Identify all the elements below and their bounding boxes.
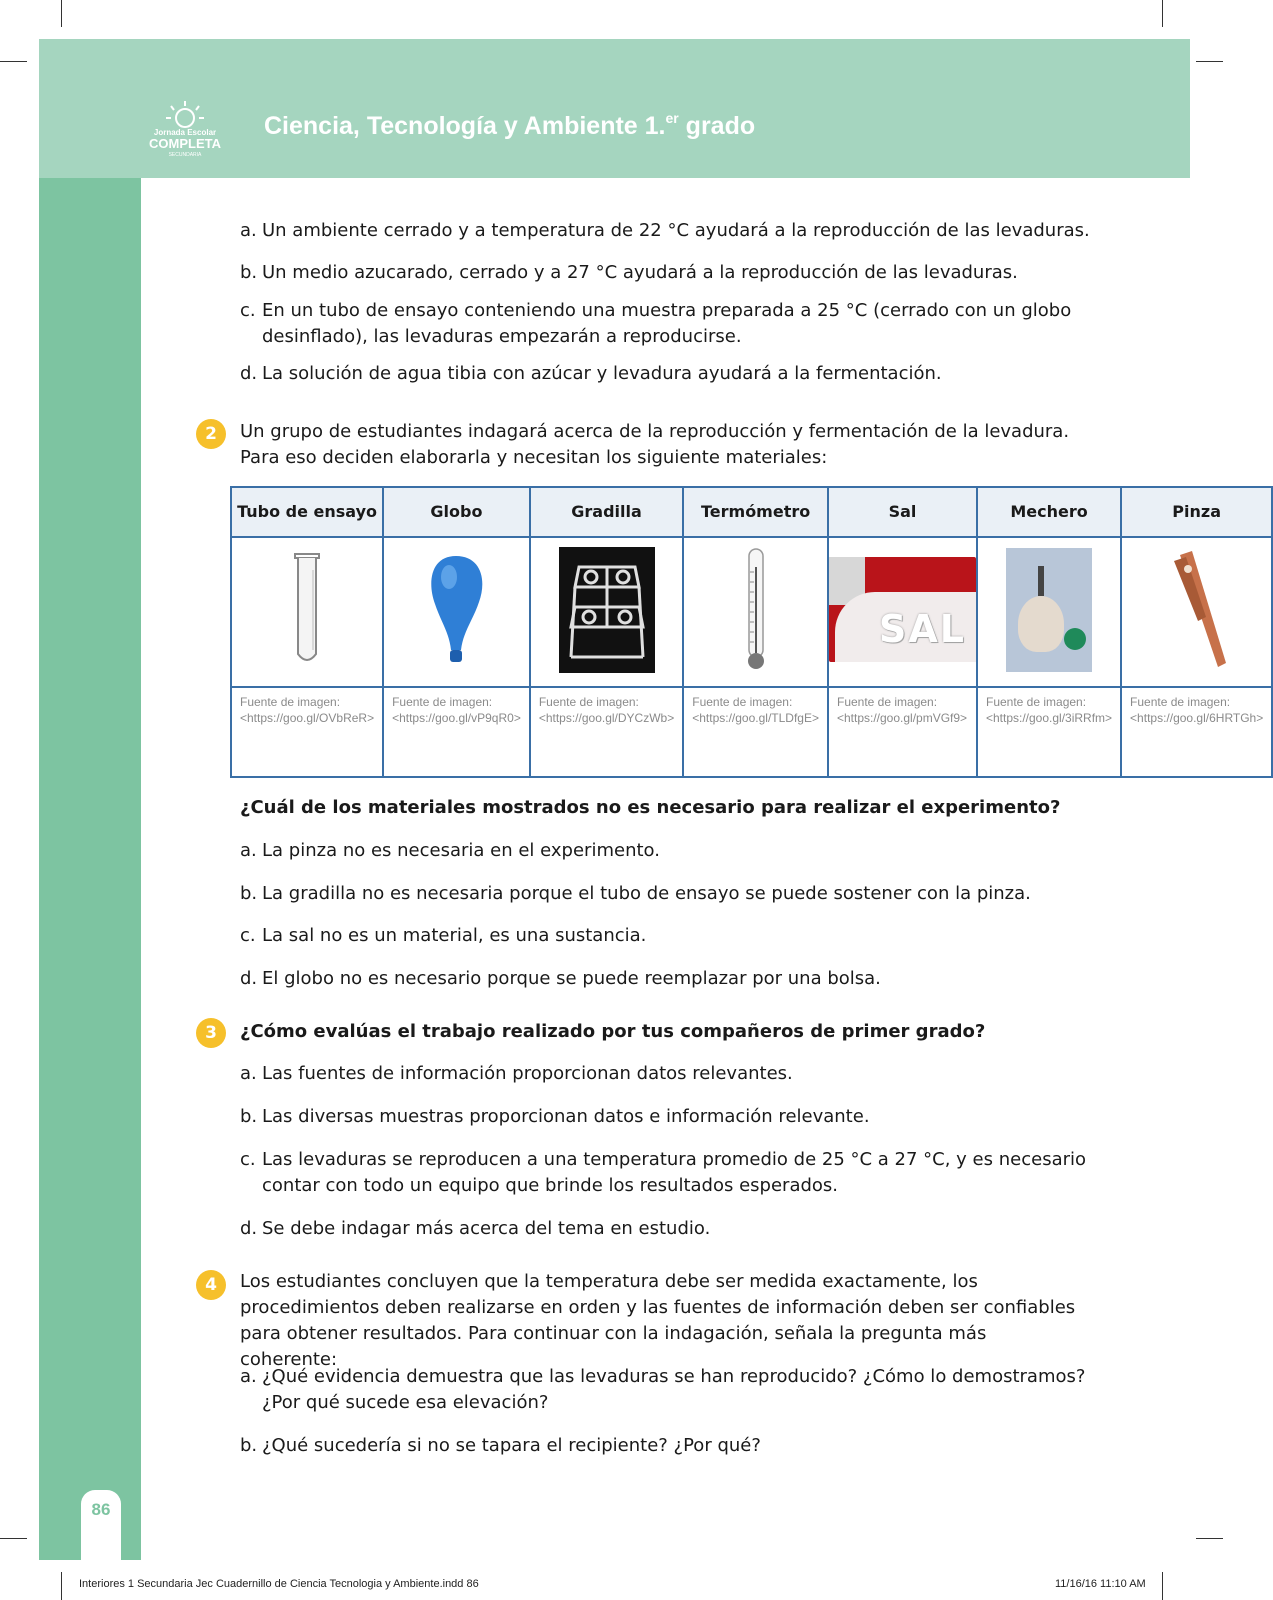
- crop-mark: [61, 0, 62, 27]
- q1-option-c: c. En un tubo de ensayo conteniendo una muestra preparada a 25 °C (cerrado con un globo desinflado), las levaduras empezarán a reproducirse.: [240, 300, 1072, 347]
- q4-option-a: a. ¿Qué evidencia demuestra que las levaduras se han reproducido? ¿Cómo lo demostramos? ¿Por qué sucede esa elevación?: [240, 1366, 1086, 1413]
- q2-option-c: c. La sal no es un material, es una sustancia.: [240, 925, 647, 946]
- image-source: Fuente de imagen: <https://goo.gl/vP9qR0>: [383, 687, 530, 777]
- material-name: Gradilla: [530, 487, 683, 537]
- material-name: Mechero: [977, 487, 1121, 537]
- balloon-image: [383, 537, 530, 687]
- image-source: Fuente de imagen: <https://goo.gl/DYCzWb>: [530, 687, 683, 777]
- q3-option-d: d. Se debe indagar más acerca del tema en estudio.: [240, 1218, 711, 1239]
- q2-option-a: a. La pinza no es necesaria en el experimento.: [240, 840, 660, 861]
- q2-option-d: d. El globo no es necesario porque se puede reemplazar por una bolsa.: [240, 968, 881, 989]
- crop-mark: [1196, 61, 1223, 62]
- image-source: Fuente de imagen: <https://goo.gl/TLDfgE>: [683, 687, 828, 777]
- image-source: Fuente de imagen: <https://goo.gl/3iRRfm>: [977, 687, 1121, 777]
- image-source: Fuente de imagen: <https://goo.gl/6HRTGh>: [1121, 687, 1272, 777]
- logo-line2: COMPLETA: [149, 136, 221, 151]
- q3-option-b: b. Las diversas muestras proporcionan datos e información relevante.: [240, 1106, 870, 1127]
- question-number-badge: 3: [196, 1018, 226, 1048]
- crop-mark: [1196, 1538, 1223, 1539]
- test-tube-image: [231, 537, 383, 687]
- page-number: 86: [91, 1500, 111, 1519]
- header-title-text: Ciencia, Tecnología y Ambiente 1.: [264, 112, 666, 140]
- material-name: Pinza: [1121, 487, 1272, 537]
- q4-statement: Los estudiantes concluyen que la temperatura debe ser medida exactamente, los procedimientos deben realizarse en orden y las fuentes de información deben ser confiables para obtener resultados. Para continuar con la indagación, señala la pregunta más coherente:: [240, 1271, 1076, 1370]
- image-source: Fuente de imagen: <https://goo.gl/OVbReR>: [231, 687, 383, 777]
- header-title-end: grado: [678, 112, 756, 140]
- q1-option-b: b. Un medio azucarado, cerrado y a 27 °C ayudará a la reproducción de las levaduras.: [240, 262, 1018, 283]
- q3-option-a: a. Las fuentes de información proporcionan datos relevantes.: [240, 1063, 793, 1084]
- logo-line3: SECUNDARIA: [168, 152, 202, 158]
- page-header-title: [264, 112, 755, 141]
- q3-question: ¿Cómo evalúas el trabajo realizado por tus compañeros de primer grado?: [240, 1021, 986, 1042]
- q2-statement: Un grupo de estudiantes indagará acerca de la reproducción y fermentación de la levadura. Para eso deciden elaborarla y necesitan los siguiente materiales:: [240, 421, 1070, 468]
- question-number-badge: 4: [196, 1270, 226, 1300]
- test-tube-rack-image: [530, 537, 683, 687]
- crop-mark: [0, 61, 27, 62]
- material-name: Tubo de ensayo: [231, 487, 383, 537]
- q1-option-d: d. La solución de agua tibia con azúcar y levadura ayudará a la fermentación.: [240, 363, 942, 384]
- salt-image: [828, 537, 977, 687]
- q3-option-c: c. Las levaduras se reproducen a una temperatura promedio de 25 °C a 27 °C, y es necesario contar con todo un equipo que brinde los resultados esperados.: [240, 1149, 1087, 1196]
- footer-file-slug: Interiores 1 Secundaria Jec Cuadernillo de Ciencia Tecnologia y Ambiente.indd 86: [79, 1578, 479, 1590]
- crop-mark: [61, 1572, 62, 1600]
- crop-mark: [1162, 1572, 1163, 1600]
- crop-mark: [1162, 0, 1163, 27]
- sidebar-band: [39, 178, 141, 1560]
- tongs-image: [1121, 537, 1272, 687]
- crop-mark: [0, 1538, 27, 1539]
- jornada-escolar-logo: [145, 98, 225, 160]
- salt-label: SAL: [878, 607, 966, 651]
- image-source: Fuente de imagen: <https://goo.gl/pmVGf9>: [828, 687, 977, 777]
- material-name: Termómetro: [683, 487, 828, 537]
- burner-image: [977, 537, 1121, 687]
- material-name: Sal: [828, 487, 977, 537]
- header-title-sup: er: [665, 110, 679, 126]
- q4-option-b: b. ¿Qué sucedería si no se tapara el recipiente? ¿Por qué?: [240, 1435, 761, 1456]
- material-name: Globo: [383, 487, 530, 537]
- q2-option-b: b. La gradilla no es necesaria porque el tubo de ensayo se puede sostener con la pinza.: [240, 883, 1031, 904]
- q2-question: ¿Cuál de los materiales mostrados no es necesario para realizar el experimento?: [240, 797, 1061, 818]
- thermometer-image: [683, 537, 828, 687]
- logo-line1: Jornada Escolar: [153, 128, 217, 137]
- footer-date: 11/16/16 11:10 AM: [1055, 1578, 1146, 1590]
- question-number-badge: 2: [196, 419, 226, 449]
- q1-option-a: a. Un ambiente cerrado y a temperatura de 22 °C ayudará a la reproducción de las levaduras.: [240, 220, 1090, 241]
- materials-table: [230, 486, 1273, 778]
